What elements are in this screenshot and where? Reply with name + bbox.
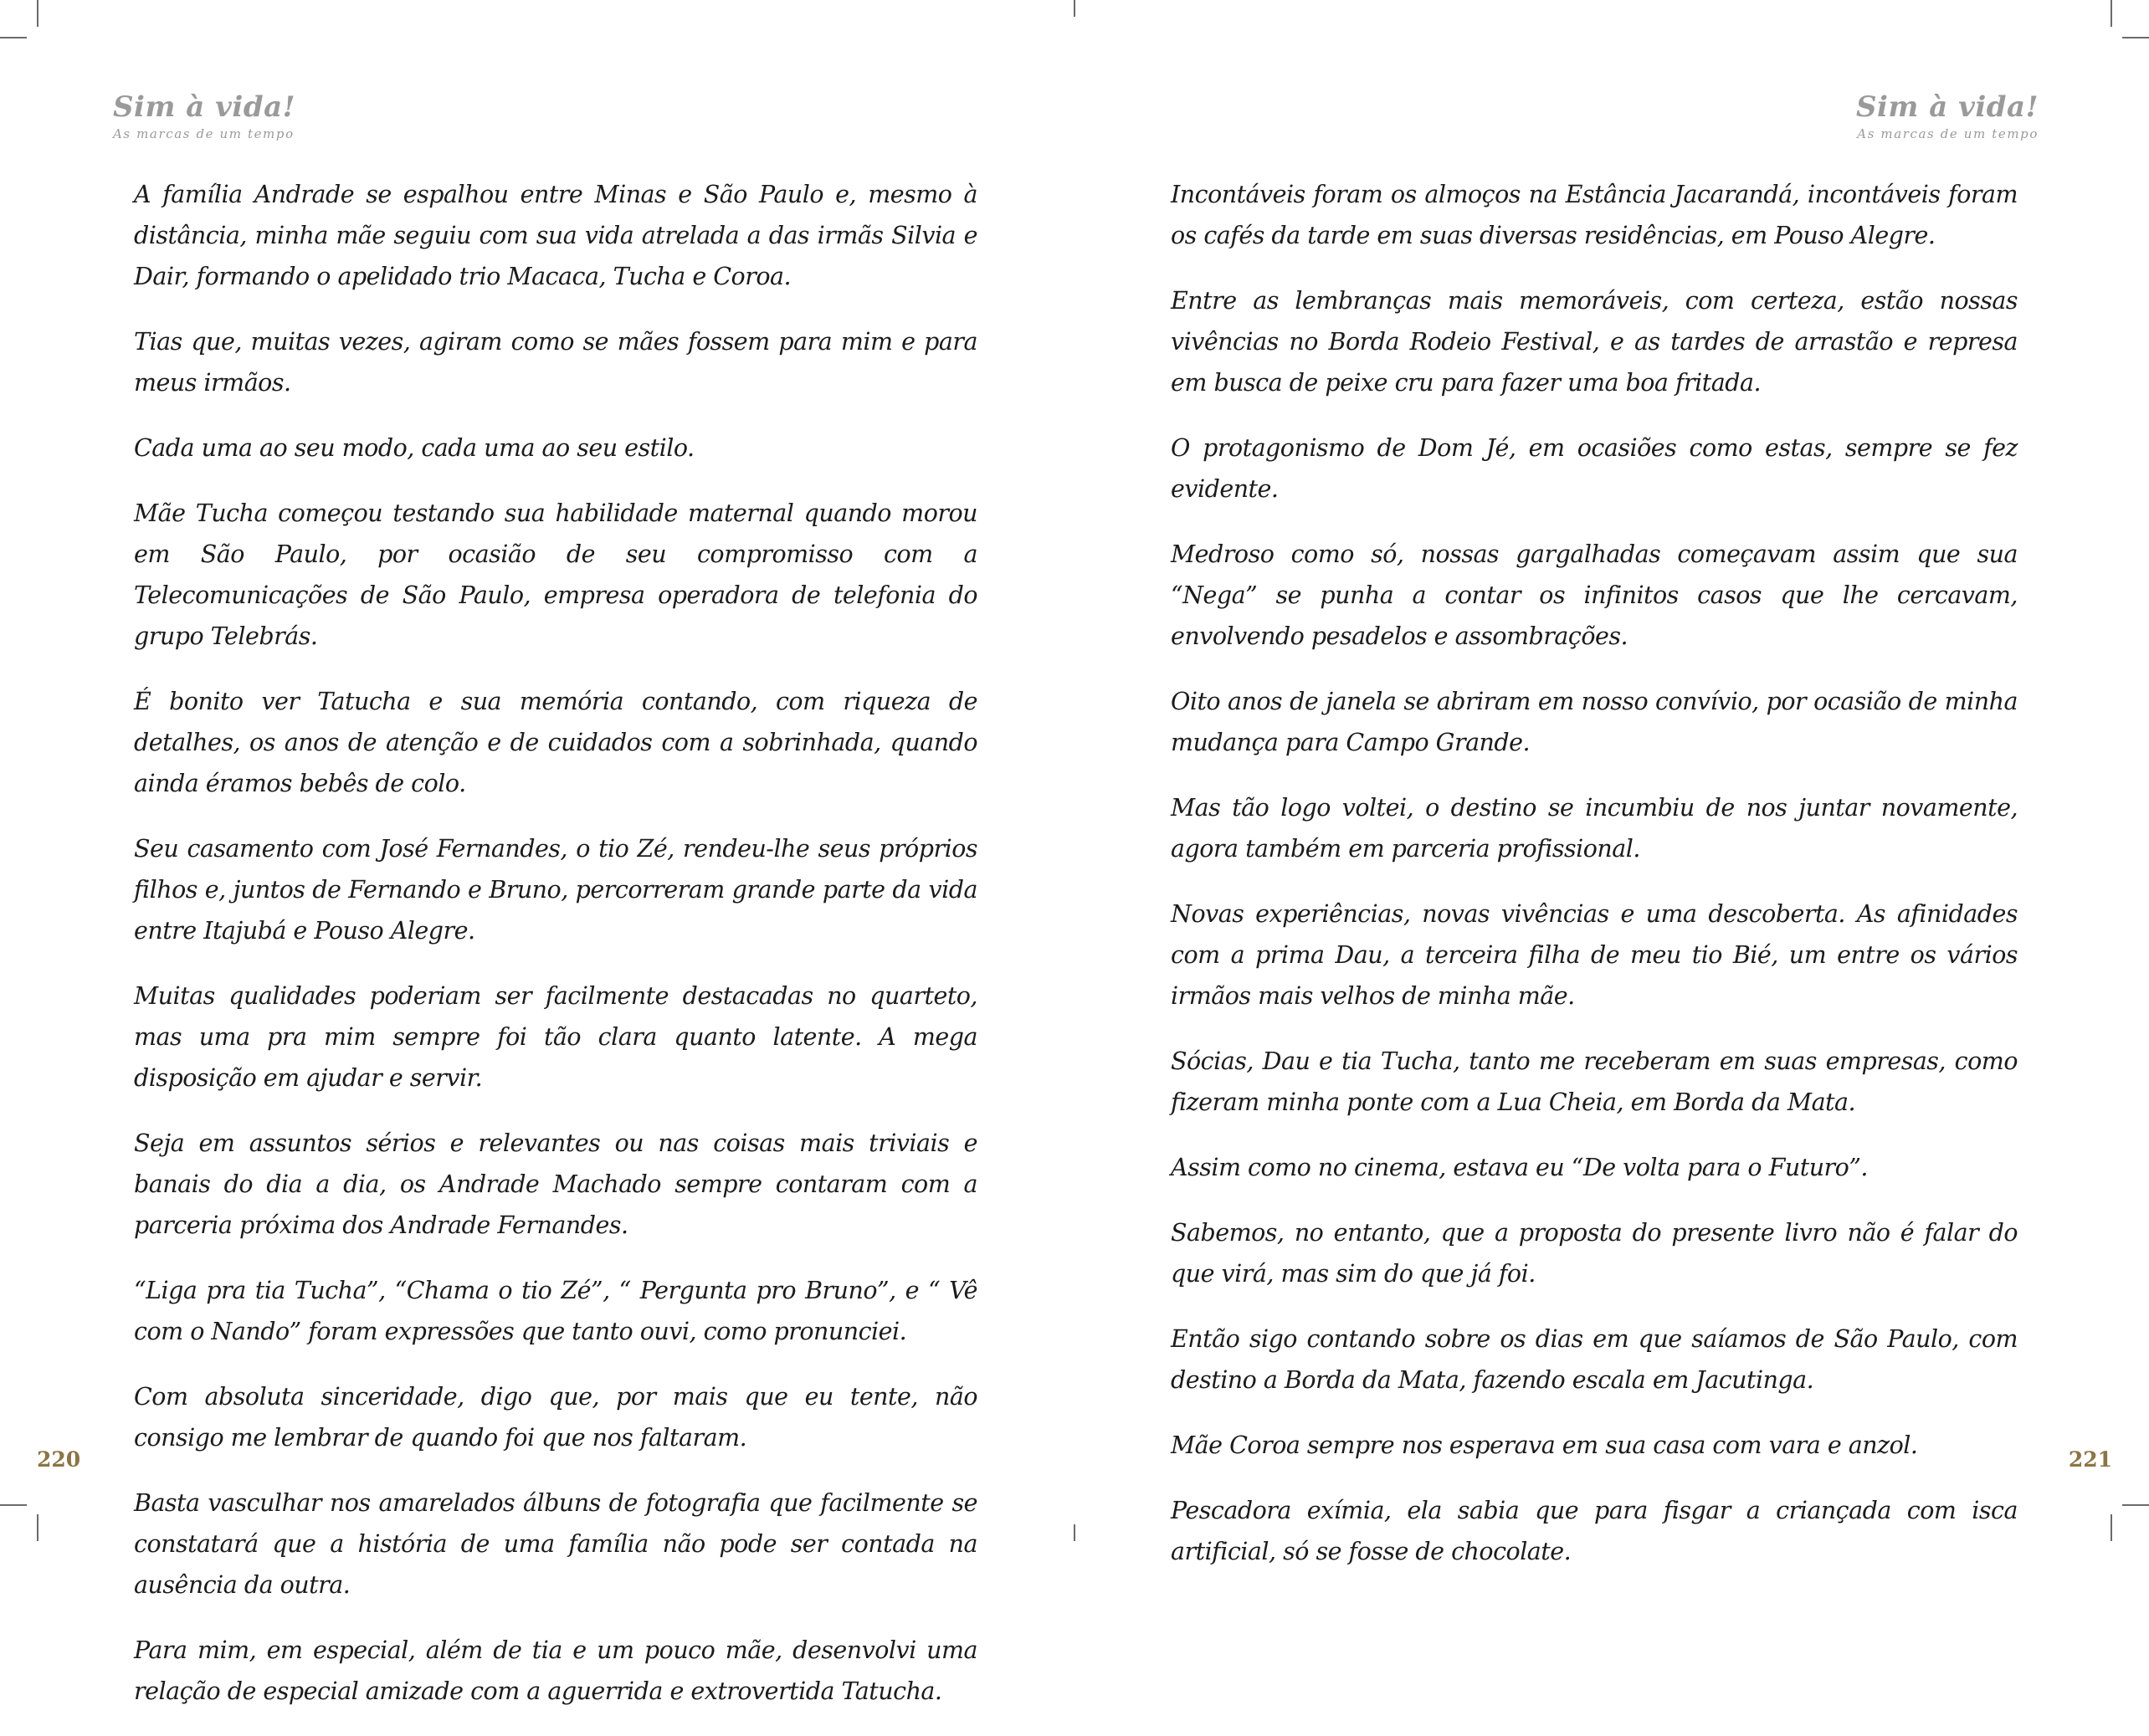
book-title: Sim à vida! [1855, 90, 2039, 124]
paragraph: Então sigo contando sobre os dias em que saíamos de São Paulo, com destino a Borda da Mata, fazendo escala em Jacutinga. [1171, 1325, 2018, 1394]
paragraph: Novas experiências, novas vivências e uma descoberta. As afinidades com a prima Dau, a terceira filha de meu tio Bié, um entre os vários irmãos mais velhos de minha mãe. [1171, 900, 2018, 1010]
page-number: 220 [37, 1447, 81, 1472]
paragraph: Mãe Tucha começou testando sua habilidade maternal quando morou em São Paulo, por ocasião de seu compromisso com a Telecomunicações de São Paulo, empresa operadora de telefonia do grupo Telebrás. [134, 499, 977, 650]
paragraph: Seu casamento com José Fernandes, o tio Zé, rendeu-lhe seus próprios filhos e, juntos de Fernando e Bruno, percorreram grande parte da vida entre Itajubá e Pouso Alegre. [134, 835, 977, 945]
book-subtitle: As marcas de um tempo [113, 126, 295, 141]
paragraph: Oito anos de janela se abriram em nosso convívio, por ocasião de minha mudança para Campo Grande. [1171, 688, 2018, 756]
paragraph: Basta vasculhar nos amarelados álbuns de fotografia que facilmente se constatará que a história de uma família não pode ser contada na ausência da outra. [134, 1489, 977, 1599]
paragraph: Seja em assuntos sérios e relevantes ou nas coisas mais triviais e banais do dia a dia, os Andrade Machado sempre contaram com a parceria próxima dos Andrade Fernandes. [134, 1129, 977, 1239]
paragraph: Incontáveis foram os almoços na Estância Jacarandá, incontáveis foram os cafés da tarde em suas diversas residências, em Pouso Alegre. [1171, 181, 2018, 249]
paragraph: Sócias, Dau e tia Tucha, tanto me receberam em suas empresas, como fizeram minha ponte com a Lua Cheia, em Borda da Mata. [1171, 1047, 2018, 1116]
paragraph: Muitas qualidades poderiam ser facilmente destacadas no quarteto, mas uma pra mim sempre foi tão clara quanto latente. A mega disposição em ajudar e servir. [134, 982, 977, 1092]
right-page [1074, 0, 2149, 1565]
paragraph: Sabemos, no entanto, que a proposta do presente livro não é falar do que virá, mas sim do que já foi. [1171, 1219, 2018, 1288]
left-page [0, 0, 1074, 1705]
book-subtitle: As marcas de um tempo [1857, 126, 2039, 141]
paragraph: “Liga pra tia Tucha”, “Chama o tio Zé”, “ Pergunta pro Bruno”, e “ Vê com o Nando” foram expressões que tanto ouvi, como pronunciei. [134, 1277, 977, 1345]
paragraph: Assim como no cinema, estava eu “De volta para o Futuro”. [1171, 1154, 1868, 1181]
paragraph: Medroso como só, nossas gargalhadas começavam assim que sua “Nega” se punha a contar os infinitos casos que lhe cercavam, envolvendo pesadelos e assombrações. [1171, 540, 2018, 650]
paragraph: Cada uma ao seu modo, cada uma ao seu estilo. [134, 434, 695, 462]
paragraph: Mãe Coroa sempre nos esperava em sua casa com vara e anzol. [1171, 1431, 1918, 1459]
paragraph: Entre as lembranças mais memoráveis, com certeza, estão nossas vivências no Borda Rodeio Festival, e as tardes de arrastão e represa em busca de peixe cru para fazer uma boa fritada. [1171, 287, 2018, 397]
running-header [1856, 90, 2039, 142]
paragraph: Pescadora exímia, ela sabia que para fisgar a criançada com isca artificial, só se fosse de chocolate. [1171, 1497, 2018, 1565]
body-text [134, 174, 977, 1736]
paragraph: É bonito ver Tatucha e sua memória contando, com riqueza de detalhes, os anos de atenção e de cuidados com a sobrinhada, quando ainda éramos bebês de colo. [134, 688, 977, 797]
page-number: 221 [2068, 1447, 2112, 1472]
running-header [113, 90, 295, 142]
paragraph: Para mim, em especial, além de tia e um pouco mãe, desenvolvi uma relação de especial amizade com a aguerrida e extrovertida Tatucha. [134, 1636, 977, 1705]
paragraph: O protagonismo de Dom Jé, em ocasiões como estas, sempre se fez evidente. [1171, 434, 2018, 503]
paragraph: Com absoluta sinceridade, digo que, por mais que eu tente, não consigo me lembrar de quando foi que nos faltaram. [134, 1383, 977, 1452]
paragraph: Tias que, muitas vezes, agiram como se mães fossem para mim e para meus irmãos. [134, 328, 977, 397]
paragraph: A família Andrade se espalhou entre Minas e São Paulo e, mesmo à distância, minha mãe seguiu com sua vida atrelada a das irmãs Silvia e Dair, formando o apelidado trio Macaca, Tucha e Coroa. [134, 181, 977, 290]
body-text [1171, 174, 2018, 1596]
book-title: Sim à vida! [113, 90, 296, 124]
paragraph: Mas tão logo voltei, o destino se incumbiu de nos juntar novamente, agora também em parceria profissional. [1171, 794, 2018, 863]
